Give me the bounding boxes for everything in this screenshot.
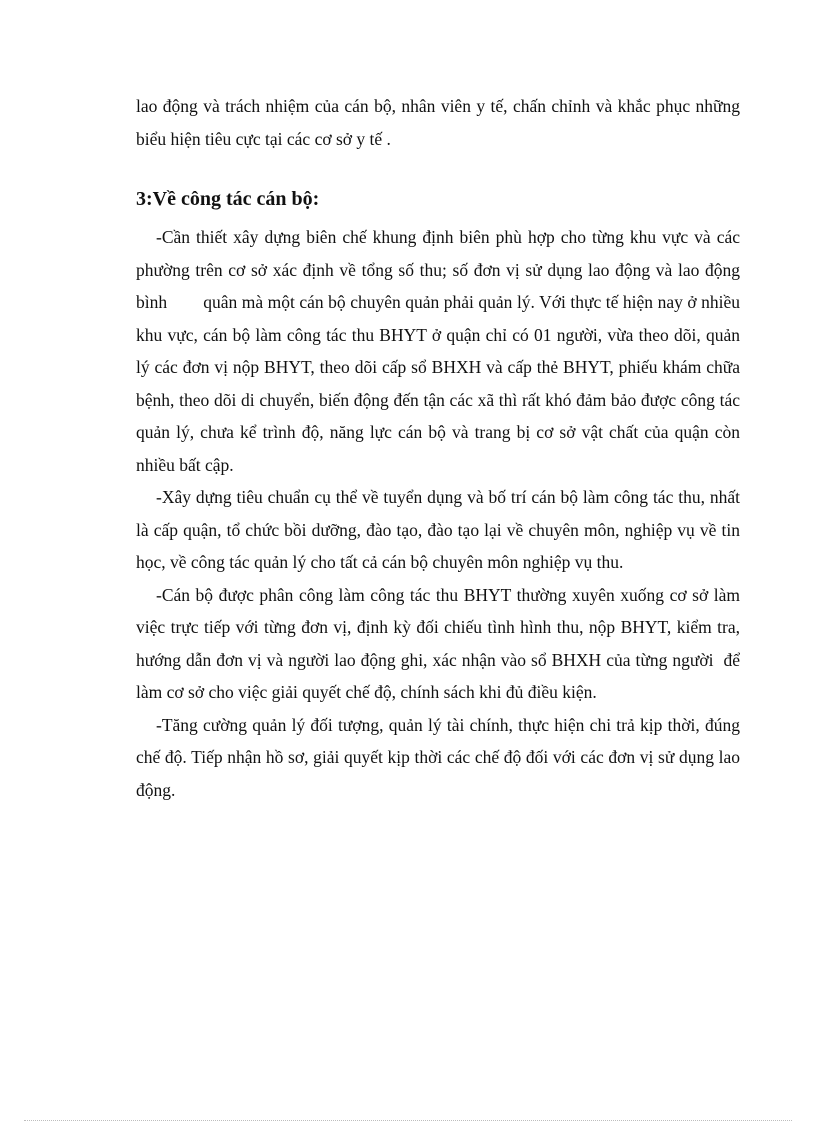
paragraph-management: -Tăng cường quản lý đối tượng, quản lý tài chính, thực hiện chi trả kịp thời, đúng chế độ. Tiếp nhận hồ sơ, giải quyết kịp thời các chế độ đối với các đơn vị sử dụng lao động. bbox=[136, 714, 740, 800]
intro-paragraph: lao động và trách nhiệm của cán bộ, nhân viên y tế, chấn chỉnh và khắc phục những biểu hiện tiêu cực tại các cơ sở y tế . bbox=[136, 96, 740, 149]
document-body bbox=[136, 90, 745, 806]
section-heading: 3:Về công tác cán bộ: bbox=[136, 188, 320, 210]
page-bottom-rule bbox=[24, 1120, 792, 1121]
paragraph-field-work: -Cán bộ được phân công làm công tác thu BHYT thường xuyên xuống cơ sở làm việc trực tiếp với từng đơn vị, định kỳ đối chiếu tình hình thu, nộp BHYT, kiểm tra, hướng dẫn đơn vị và người lao động ghi, xác nhận vào sổ BHXH của từng người để làm cơ sở cho việc giải quyết chế độ, chính sách khi đủ điều kiện. bbox=[136, 584, 745, 702]
paragraph-staffing-quota: -Cần thiết xây dựng biên chế khung định biên phù hợp cho từng khu vực và các phường trên cơ sở xác định về tổng số thu; số đơn vị sử dụng lao động và lao động bình quân mà một cán bộ chuyên quản phải quản lý. Với thực tế hiện nay ở nhiều khu vực, cán bộ làm công tác thu BHYT ở quận chỉ có 01 người, vừa theo dõi, quản lý các đơn vị nộp BHYT, theo dõi cấp sổ BHXH và cấp thẻ BHYT, phiếu khám chữa bệnh, theo dõi di chuyển, biến động đến tận các xã thì rất khó đảm bảo được công tác quản lý, chưa kể trình độ, năng lực cán bộ và trang bị cơ sở vật chất của quận còn nhiều bất cập. bbox=[136, 227, 745, 475]
paragraph-recruitment-standards: -Xây dựng tiêu chuẩn cụ thể về tuyển dụng và bố trí cán bộ làm công tác thu, nhất là cấp quận, tổ chức bồi dưỡng, đào tạo, đào tạo lại về chuyên môn, nghiệp vụ về tin học, về công tác quản lý cho tất cả cán bộ chuyên môn nghiệp vụ thu. bbox=[136, 487, 740, 572]
